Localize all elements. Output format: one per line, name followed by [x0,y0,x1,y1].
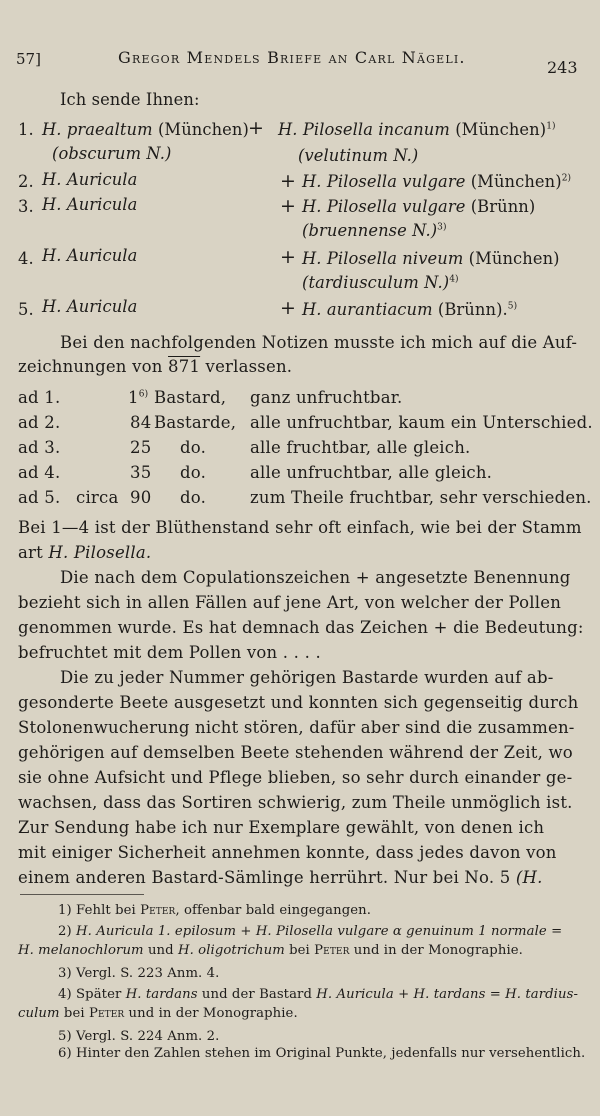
paragraph-line: art H. Pilosella. [18,543,152,562]
table-ad: ad 3. [18,438,61,457]
table-type: do. [180,438,207,457]
running-title: Gregor Mendels Briefe an Carl Nägeli. [118,48,466,67]
paragraph-line: gehörigen auf demselben Beete stehenden während der Zeit, wo [18,743,573,762]
footnote-3: 3) Vergl. S. 223 Anm. 4. [58,966,220,981]
paragraph-line: zeichnungen von 871 verlassen. [18,357,293,376]
paragraph-line: sie ohne Aufsicht und Pflege blieben, so sehr durch einander ge- [18,768,573,787]
table-type: Bastard, [154,388,227,407]
paragraph-line: wachsen, dass das Sortiren schwierig, zum Theile unmöglich ist. [18,793,573,812]
table-desc: alle unfruchtbar, alle gleich. [250,463,493,482]
list-right-name: H. Pilosella incanum (München)$^{1)}$ [278,120,556,139]
paragraph-line: genommen wurde. Es hat demnach das Zeichen + die Bedeutung: [18,618,584,637]
paragraph-line: gesonderte Beete ausgesetzt und konnten sich gegenseitig durch [18,693,579,712]
paragraph-line: Die zu jeder Nummer gehörigen Bastarde wurden auf ab- [60,668,554,687]
list-number: 5. [18,300,34,319]
table-desc: alle fruchtbar, alle gleich. [250,438,471,457]
list-right-sub: (bruennense N.)$^{3)}$ [302,221,447,240]
list-right-name: H. Pilosella vulgare (München)$^{2)}$ [302,172,572,191]
plus-sign: + [280,246,297,268]
table-count: 90 [130,488,152,507]
footnote-rule [20,894,144,895]
paragraph-line: bezieht sich in allen Fällen auf jene Art, von welcher der Pollen [18,593,562,612]
list-number: 3. [18,197,34,216]
footnote-4-cont: culum bei Peter und in der Monographie. [18,1006,298,1021]
table-count: 84 [130,413,152,432]
table-type: Bastarde, [154,413,237,432]
plus-sign: + [280,170,297,192]
table-ad: ad 2. [18,413,61,432]
table-desc: alle unfruchtbar, kaum ein Unterschied. [250,413,593,432]
paragraph-line: Die nach dem Copulationszeichen + angesetzte Benennung [60,568,571,587]
footnote-6: 6) Hinter den Zahlen stehen im Original Punkte, jedenfalls nur versehentlich. [58,1046,586,1061]
table-count: 35 [130,463,152,482]
paragraph-line: Stolonenwucherung nicht stören, dafür aber sind die zusammen- [18,718,575,737]
list-number: 2. [18,172,34,191]
table-type: do. [180,488,207,507]
list-right-name: H. Pilosella niveum (München) [302,249,560,268]
list-left-name: H. Auricula [42,297,138,316]
footnote-1: 1) Fehlt bei Peter, offenbar bald eingegangen. [58,903,372,918]
paragraph-line: befruchtet mit dem Pollen von . . . . [18,643,321,662]
table-type: do. [180,463,207,482]
plus-sign: + [248,117,265,139]
list-left-name: H. Auricula [42,170,138,189]
table-count: 1$^{6)}$ [128,388,149,407]
list-left-sub: (obscurum N.) [52,144,172,163]
list-left-name: H. praealtum (München) [42,120,249,139]
list-right-sub: (tardiusculum N.)$^{4)}$ [302,273,459,292]
plus-sign: + [280,297,297,319]
intro-line: Ich sende Ihnen: [60,90,200,109]
table-desc: ganz unfruchtbar. [250,388,403,407]
paragraph-line: Bei 1—4 ist der Blüthenstand sehr oft einfach, wie bei der Stamm [18,518,582,537]
list-left-name: H. Auricula [42,246,138,265]
paragraph-line: Zur Sendung habe ich nur Exemplare gewählt, von denen ich [18,818,545,837]
letter-number: 57] [16,50,41,68]
paragraph-line: einem anderen Bastard-Sämlinge herrührt. Nur bei No. 5 (H. [18,868,543,887]
table-ad: ad 5. [18,488,61,507]
footnote-4: 4) Später H. tardans und der Bastard H. Auricula + H. tardans = H. tardius- [58,987,578,1002]
list-left-name: H. Auricula [42,195,138,214]
list-number: 1. [18,120,34,139]
list-right-name: H. aurantiacum (Brünn).$^{5)}$ [302,300,518,319]
page-number: 243 [547,58,578,77]
footnote-2: 2) H. Auricula 1. epilosum + H. Pilosella vulgare α genuinum 1 normale = [58,924,563,939]
paragraph-line: mit einiger Sicherheit annehmen konnte, dass jedes davon von [18,843,557,862]
table-ad: ad 1. [18,388,61,407]
plus-sign: + [280,195,297,217]
table-ad: ad 4. [18,463,61,482]
list-right-name: H. Pilosella vulgare (Brünn) [302,197,536,216]
footnote-5: 5) Vergl. S. 224 Anm. 2. [58,1029,220,1044]
footnote-2-cont: H. melanochlorum und H. oligotrichum bei Peter und in der Monographie. [18,943,523,958]
paragraph-line: Bei den nachfolgenden Notizen musste ich mich auf die Auf- [60,333,578,352]
table-desc: zum Theile fruchtbar, sehr verschieden. [250,488,592,507]
list-number: 4. [18,249,34,268]
list-right-sub: (velutinum N.) [298,146,419,165]
table-count: 25 [130,438,152,457]
table-circa: circa [76,488,119,507]
